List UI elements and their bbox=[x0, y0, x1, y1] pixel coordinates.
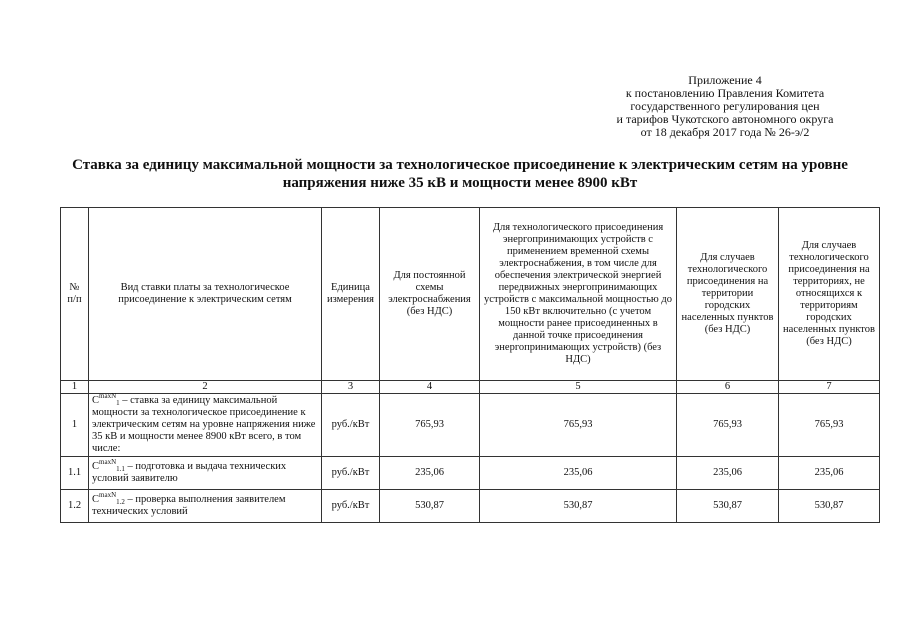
rate-symbol: C bbox=[92, 395, 100, 406]
rate-subscript: 1 bbox=[116, 399, 120, 407]
header-permanent: Для постоянной схемы электроснабжения (без НДС) bbox=[380, 208, 480, 381]
unit-cell: руб./кВт bbox=[322, 394, 380, 457]
value-temporary: 235,06 bbox=[480, 457, 677, 490]
header-num: № п/п bbox=[61, 208, 89, 381]
appendix-line: Приложение 4 bbox=[688, 73, 762, 87]
column-number: 1 bbox=[61, 381, 89, 394]
title-line-1: Ставка за единицу максимальной мощности за технологическое присоединение к электрическим сетям на уровне bbox=[72, 157, 848, 173]
value-permanent: 235,06 bbox=[380, 457, 480, 490]
column-number: 6 bbox=[677, 381, 779, 394]
table-row bbox=[61, 394, 880, 457]
value-urban: 765,93 bbox=[677, 394, 779, 457]
column-number: 2 bbox=[89, 381, 322, 394]
header-kind: Вид ставки платы за технологическое присоединение к электрическим сетям bbox=[89, 208, 322, 381]
value-urban: 235,06 bbox=[677, 457, 779, 490]
rate-description bbox=[89, 490, 322, 523]
column-number: 7 bbox=[779, 381, 880, 394]
value-rural: 235,06 bbox=[779, 457, 880, 490]
value-rural: 765,93 bbox=[779, 394, 880, 457]
rate-description bbox=[89, 457, 322, 490]
header-urban: Для случаев технологического присоединения на территории городских населенных пунктов (без НДС) bbox=[677, 208, 779, 381]
table-row bbox=[61, 457, 880, 490]
value-rural: 530,87 bbox=[779, 490, 880, 523]
rate-superscript: maxN bbox=[99, 392, 117, 400]
appendix-line: к постановлению Правления Комитета bbox=[625, 86, 825, 100]
title-line-2: напряжения ниже 35 кВ и мощности менее 8900 кВт bbox=[282, 175, 638, 191]
row-number: 1.1 bbox=[61, 457, 89, 490]
rate-symbol: C bbox=[92, 461, 100, 472]
appendix-line: государственного регулирования цен bbox=[630, 99, 820, 113]
header-row bbox=[61, 208, 880, 381]
appendix-block bbox=[540, 74, 905, 139]
rate-text: – проверка выполнения заявителем технических условий bbox=[92, 494, 286, 517]
column-number: 3 bbox=[322, 381, 380, 394]
value-permanent: 765,93 bbox=[380, 394, 480, 457]
column-number: 5 bbox=[480, 381, 677, 394]
header-unit: Единица измерения bbox=[322, 208, 380, 381]
appendix-line: и тарифов Чукотского автономного округа bbox=[616, 112, 834, 126]
column-number: 4 bbox=[380, 381, 480, 394]
value-temporary: 530,87 bbox=[480, 490, 677, 523]
unit-cell: руб./кВт bbox=[322, 457, 380, 490]
rate-subscript: 1.1 bbox=[116, 465, 125, 473]
column-number-row bbox=[61, 381, 880, 394]
rate-symbol: C bbox=[92, 494, 100, 505]
value-urban: 530,87 bbox=[677, 490, 779, 523]
row-number: 1 bbox=[61, 394, 89, 457]
row-number: 1.2 bbox=[61, 490, 89, 523]
unit-cell: руб./кВт bbox=[322, 490, 380, 523]
rate-superscript: maxN bbox=[99, 458, 117, 466]
value-temporary: 765,93 bbox=[480, 394, 677, 457]
header-temporary: Для технологического присоединения энергопринимающих устройств с применением временной схемы электроснабжения, в том числе для обеспечения электрической энергией передвижных энергопринимающих устройств с максимальной мощностью до 150 кВт включительно (с учетом мощности ранее присоединенных в данной точке присоединения энергопринимающих устройств) (без НДС) bbox=[480, 208, 677, 381]
rate-text: – подготовка и выдача технических условий заявителю bbox=[92, 461, 287, 484]
table-row bbox=[61, 490, 880, 523]
rate-description bbox=[89, 394, 322, 457]
rate-text: – ставка за единицу максимальной мощности за технологическое присоединение к электрическим сетям на уровне напряжения ниже 35 кВ и мощности менее 8900 кВт всего, в том числе: bbox=[92, 395, 316, 454]
rates-table bbox=[60, 207, 880, 523]
header-rural: Для случаев технологического присоединения на территориях, не относящихся к территориям городских населенных пунктов (без НДС) bbox=[779, 208, 880, 381]
appendix-line: от 18 декабря 2017 года № 26-э/2 bbox=[640, 125, 810, 139]
value-permanent: 530,87 bbox=[380, 490, 480, 523]
rate-superscript: maxN bbox=[99, 491, 117, 499]
document-title bbox=[40, 156, 880, 192]
rate-subscript: 1.2 bbox=[116, 498, 125, 506]
